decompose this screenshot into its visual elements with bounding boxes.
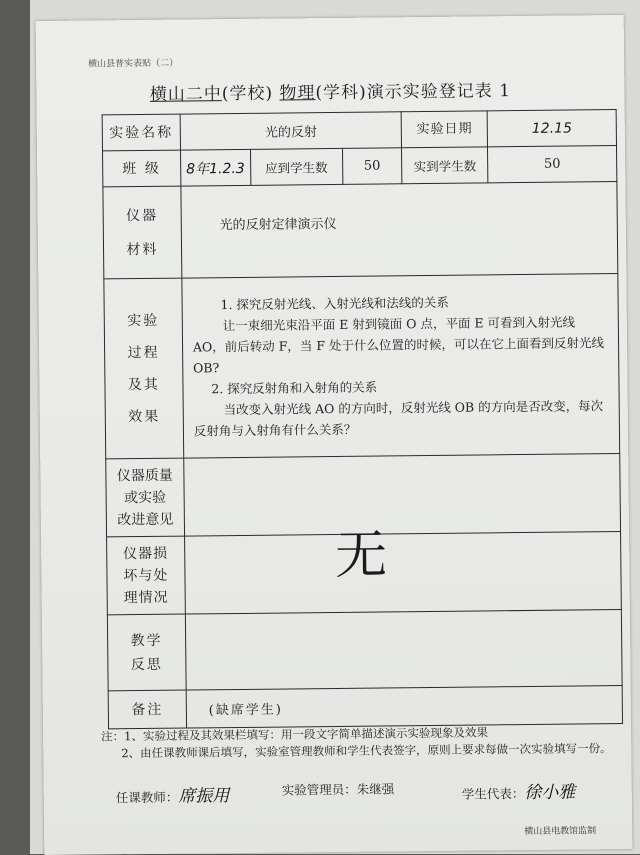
teacher-signature-block (116, 781, 230, 807)
experiment-date-value: 12.15 (487, 110, 616, 147)
header-note: 横山县普实表贴（二） (88, 58, 179, 70)
should-attend-value: 50 (342, 148, 402, 185)
quality-label (106, 458, 185, 537)
table-row (107, 610, 622, 691)
footnote-line-1: 注：1、实验过程及其效果栏填写：用一段文字简单描述演示实验现象及效果 (101, 725, 489, 744)
publisher-stamp: 横山县电教馆监制 (524, 826, 597, 838)
actual-attend-label: 实到学生数 (402, 147, 488, 184)
instrument-label-line: 材料 (126, 241, 159, 258)
remark-label: 备注 (108, 690, 186, 729)
quality-label-line: 改进意见 (117, 511, 174, 528)
instrument-value: 光的反射定律演示仪 (181, 182, 618, 279)
page-title (36, 75, 624, 106)
manager-name: 朱继强 (356, 781, 395, 797)
reflection-label-line: 教学 (130, 632, 163, 649)
footnote-line-2: 2、由任课教师课后填写，实验室管理教师和学生代表签字，原则上要求每做一次实验填写一份。 (121, 741, 612, 761)
process-label-line: 效果 (128, 408, 161, 425)
process-label-line: 实验 (127, 312, 160, 329)
table-row (103, 182, 618, 279)
table-row (107, 532, 622, 615)
title-subject: 物理 (279, 83, 316, 104)
manager-block (282, 779, 395, 798)
remark-value: (缺席学生) (186, 685, 623, 728)
instrument-label (103, 186, 182, 279)
reflection-label-line: 反思 (130, 656, 163, 673)
process-line: 1. 探究反射光线、入射光线和法线的关系 (220, 294, 449, 313)
title-school: 横山二中 (149, 84, 222, 105)
experiment-date-label: 实验日期 (402, 111, 488, 148)
title-subject-suffix: (学科) (315, 82, 367, 104)
teacher-signature: 席振用 (178, 786, 230, 807)
process-label (104, 278, 184, 459)
experiment-name-value: 光的反射 (180, 112, 402, 150)
process-line: 让一束细光束沿平面 E 射到镜面 O 点，平面 E 可看到入射光线 AO，前后转动 F，当 F 处于什么位置的时候，可以在它上面看到反射光线 OB? (192, 314, 605, 376)
table-row (104, 274, 620, 459)
reflection-label (107, 614, 186, 691)
title-school-suffix: (学校) (221, 83, 274, 105)
process-label-line: 及其 (127, 376, 160, 393)
footnote (101, 723, 636, 763)
damage-label (107, 536, 186, 615)
form-sheet (36, 15, 633, 855)
quality-label-line: 仪器质量 (116, 467, 173, 484)
registration-table (102, 109, 623, 729)
process-label-line: 过程 (127, 344, 160, 361)
experiment-name-label: 实验名称 (102, 114, 180, 151)
quality-label-line: 或实验 (123, 489, 167, 506)
actual-attend-value: 50 (488, 146, 617, 183)
damage-label-line: 仪器损 (123, 545, 169, 562)
table-row (102, 110, 616, 151)
should-attend-label: 应到学生数 (250, 148, 342, 185)
process-line: 当改变入射光线 AO 的方向时，反射光线 OB 的方向是否改变，每次反射角与入射角有什么关系？ (193, 398, 604, 439)
damage-label-line: 理情况 (123, 589, 169, 606)
class-value: 8年1.2.3 (180, 149, 250, 186)
process-line: 2. 探究反射角和入射角的关系 (211, 379, 378, 397)
quality-value (184, 454, 621, 537)
table-row (103, 146, 617, 187)
instrument-label-line: 仪器 (126, 207, 159, 224)
student-signature-block (462, 777, 576, 803)
table-row (108, 685, 622, 728)
title-rest: 演示实验登记表 1 (366, 81, 512, 103)
process-text (182, 274, 620, 459)
student-signature: 徐小雅 (524, 782, 576, 804)
reflection-value (185, 610, 622, 691)
manager-label: 实验管理员： (281, 781, 357, 798)
handwritten-none: 无 (334, 525, 388, 586)
damage-value (184, 525, 621, 615)
class-label: 班 级 (103, 150, 181, 187)
damage-label-line: 坏与处 (123, 567, 169, 584)
teacher-label: 任课教师： (115, 789, 179, 806)
student-label: 学生代表： (461, 786, 525, 802)
